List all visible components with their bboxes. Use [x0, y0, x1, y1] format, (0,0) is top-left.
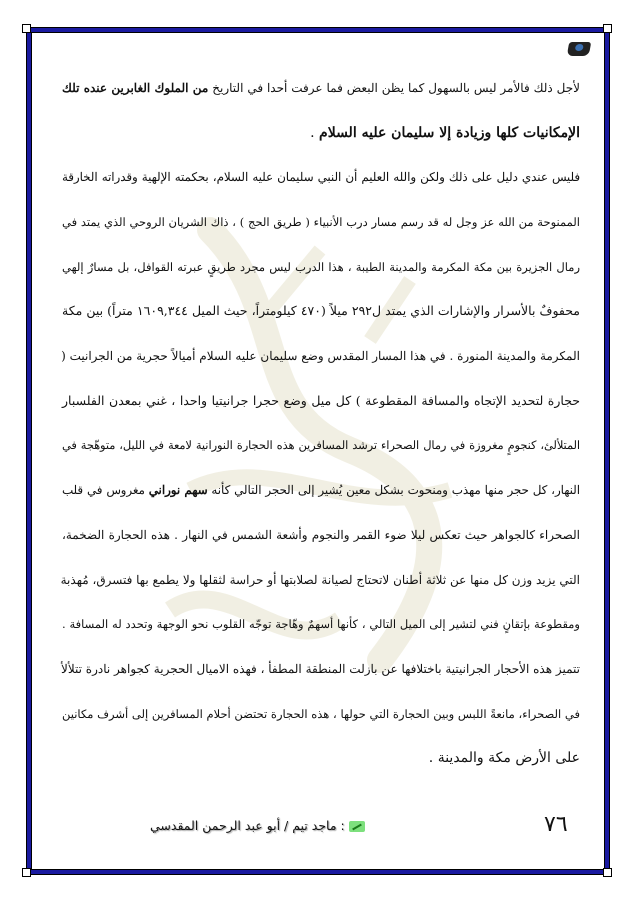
text-line: التي يزيد وزن كل منها عن ثلاثة أطنان لاتحتاج لصيانة لصلابتها أو حراسة لثقلها ولا يطمع بها فتسرق، مُهذبة — [60, 572, 580, 587]
frame-corner — [603, 24, 612, 33]
body-text — [62, 70, 580, 785]
text-line: المكرمة والمدينة المنورة . في هذا المسار المقدس وضع سليمان عليه السلام أميالاً حجرية من الجرانيت ( — [61, 349, 580, 364]
text-line: ومقطوعة بإتقانٍ فني لتشير إلى الميل التالي ، كأنها أسهمٌ وهّاجة توجّه القلوب نحو الوجهة وتحدد له المسافة . — [62, 617, 580, 632]
text-line — [62, 70, 580, 115]
text-line: على الأرض مكة والمدينة . — [428, 750, 580, 767]
frame-corner — [22, 24, 31, 33]
text-line: في الصحراء، مانعةً اللبس وبين الحجارة التي حولها ، هذه الحجارة تحتضن أحلام المسافرين إلى أشرف مكانين — [62, 706, 580, 721]
text-line: تتميز هذه الأحجار الجرانيتية باختلافها عن بازلت المنطقة المطفأ ، فهذه الاميال الحجرية كجواهر نادرة تتلألأ — [61, 661, 580, 676]
author-name: : ماجد تيم / أبو عبد الرحمن المقدسي — [150, 818, 345, 833]
frame-corner — [22, 868, 31, 877]
text-line: الصحراء كالجواهر حيث تعكس ليلا ضوء القمر والنجوم وأشعة الشمس في النهار . هذه الحجارة الضخمة، — [62, 527, 580, 542]
text-line: الممنوحة من الله عز وجل له قد رسم مسار درب الأنبياء ( طريق الحج ) ، ذاك الشريان الروحي الذي يمتد في — [62, 215, 580, 230]
text-span: النهار، كل حجر منها مهذب ومنحوت بشكل معين يُشير إلى الحجر التالي كأنه — [207, 483, 581, 498]
text-line: رمال الجزيرة بين مكة المكرمة والمدينة الطيبة ، هذا الدرب ليس مجرد طريقٍ عبرته القوافل، بل مسارٌ إلهي — [62, 259, 580, 274]
bold-span: سهم نوراني — [148, 483, 208, 498]
bold-span: الإمكانيات كلها وزيادة إلا سليمان عليه السلام — [319, 124, 580, 141]
book-logo-icon — [567, 42, 591, 56]
text-line — [62, 472, 580, 517]
frame-corner — [603, 868, 612, 877]
footer-author — [150, 818, 365, 833]
text-line: حجارة لتحديد الإتجاه والمسافة المقطوعة ) كل ميل وضع حجرا جرانيتيا واحدا ، غني بمعدن الفلسبار — [62, 392, 580, 408]
pen-icon — [349, 821, 365, 832]
text-span: . — [310, 124, 320, 141]
text-line: المتلألئ، كنجومٍ مغروزة في رمال الصحراء ترشد المسافرين هذه الحجارة النورانية لامعة في الليل، متوهّجة في — [62, 438, 580, 452]
page-number: ٧٦ — [544, 812, 568, 837]
text-line: فليس عندي دليل على ذلك ولكن والله العليم أن النبي سليمان عليه السلام، بحكمته الإلهية وقدراته الخارقة — [62, 170, 580, 185]
text-line: محفوفٌ بالأسرار والإشارات الذي يمتد ل٢٩٢ ميلاً (٤٧٠ كيلومتراً، حيث الميل ١٦٠٩,٣٤٤ متراً) بين مكة — [62, 303, 581, 319]
bold-span: من الملوك الغابرين عنده تلك — [62, 81, 209, 95]
text-span: لأجل ذلك فالأمر ليس بالسهول كما يظن البعض فما عرفت أحدا في التاريخ — [208, 81, 580, 95]
text-span: مغروس في قلب — [62, 483, 149, 498]
text-line — [62, 115, 580, 160]
